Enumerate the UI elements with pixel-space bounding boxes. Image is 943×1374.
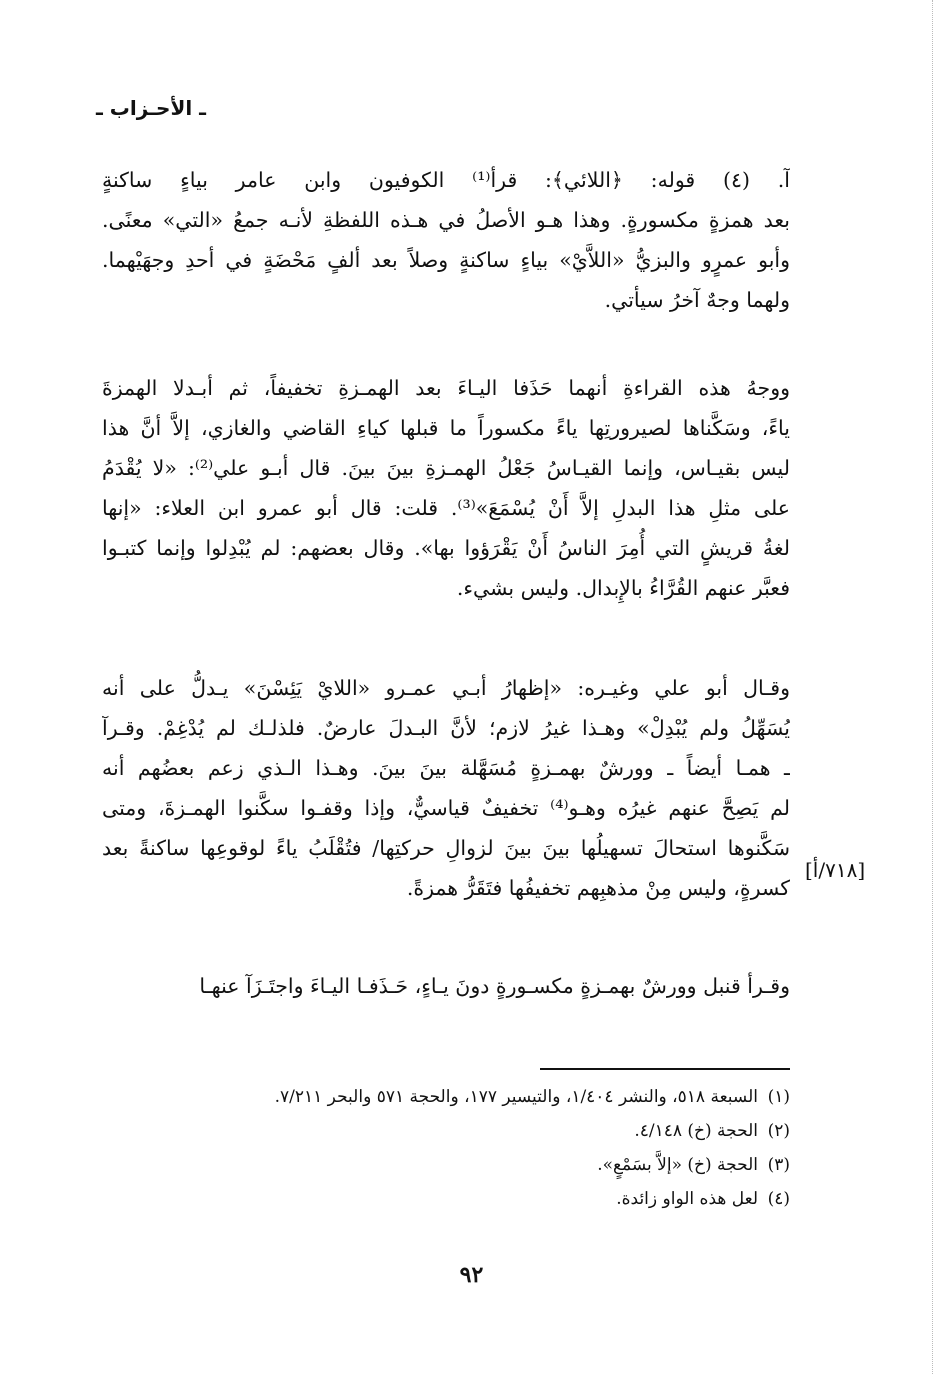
footnote-text: الحجة (خ) ٤/١٤٨.: [634, 1121, 758, 1141]
text-line: ووجهُ هذه القراءةِ أنهما حَذَفا اليـاءَ بعد الهمـزةِ تخفيفاً، ثم أبـدلا الهمزةَ: [102, 376, 790, 400]
footnote-item: [100, 1080, 790, 1114]
footnote-item: [100, 1148, 790, 1182]
text-line: لم يَصِحَّ عنهم غيرُه وهـو⁽⁴⁾ تخفيفٌ قياسيٌّ، وإذا وقفـوا سكَّنوا الهمـزةَ، ومتى: [102, 796, 790, 820]
text-line: ليس بقيـاس، وإنما القيـاسُ جَعْلُ الهمـزةِ بينَ بينَ. قال أبـو علي⁽²⁾: «لا يُقْدَمُ: [102, 456, 790, 480]
footnotes: [100, 1080, 790, 1216]
paragraph: [102, 368, 790, 608]
footnote-number: (٢): [767, 1121, 790, 1141]
footnote-number: (١): [767, 1087, 790, 1107]
text-line: يُسَهِّلُ ولم يُبْدِلْ» وهـذا غيرُ لازم؛ لأنَّ البـدلَ عارضٌ. فلذلـك لم يُدْغِمْ. وقـرآ: [102, 716, 790, 740]
text-line: ياءً، وسَكَّناها لصيرورتِها ياءً مكسوراً ما قبلها كياءِ القاضي والغازي، إلاَّ أنَّ هذا: [102, 416, 790, 440]
manuscript-folio-marker: [٧١٨/أ]: [805, 858, 866, 882]
text-line: لغةُ قريشٍ التي أُمِرَ الناسُ أَنْ يَقْرَؤوا بها». وقال بعضهم: لم يُبْدِلوا وإنما كتبـوا: [102, 536, 790, 560]
paragraph: [102, 668, 790, 908]
text-line: وأبو عمرٍو والبزيُّ «اللاَّيْ» بياءٍ ساكنةٍ وصلاً بعد ألفٍ مَحْضَةٍ في أحدِ وجهَيْهما.: [102, 248, 790, 272]
page-edge: [932, 0, 934, 1374]
text-line: فعبَّر عنهم القُرَّاءُ بالإِبدال. وليس بشيء.: [456, 576, 790, 600]
text-line: ولهما وجهٌ آخرُ سيأتي.: [604, 288, 790, 312]
text-line: ـ همـا أيضاً ـ وورشٌ بهمـزةٍ مُسَهَّلة بينَ بينَ. وهـذا الـذي زعم بعضُهم أنه: [102, 756, 790, 780]
text-line: وقـرأ قنبل وورشٌ بهمـزةٍ مكسـورةٍ دونَ يـاءٍ، حَـذَفـا اليـاءَ واجتَـزَآ عنهـا: [199, 974, 790, 998]
text-line: آ. (٤) قوله: ﴿اللائي﴾: قرأ⁽¹⁾ الكوفيون وابن عامر بياءٍ ساكنةٍ: [102, 168, 790, 192]
footnote-number: (٣): [767, 1155, 790, 1175]
footnote-item: [100, 1182, 790, 1216]
text-line: على مثلِ هذا البدلِ إلاَّ أَنْ يُسْمَعَ»⁽³⁾. قلت: قال أبو عمرو ابن العلاء: «إنها: [102, 496, 790, 520]
text-line: كسرةٍ، وليس مِنْ مذهبِهم تخفيفُها فتَقَرُّ همزةً.: [406, 876, 790, 900]
footnote-text: لعل هذه الواو زائدة.: [616, 1189, 758, 1209]
footnote-text: الحجة (خ) «إلاَّ بسَمْعٍ».: [597, 1155, 758, 1175]
running-header: ـ الأحـزاب ـ: [96, 96, 206, 120]
text-line: وقـال أبو علي وغيـره: «إظهارُ أبـي عمـرو «اللايْ يَئِسْنَ» يـدلُّ على أنه: [102, 676, 790, 700]
footnote-item: [100, 1114, 790, 1148]
paragraph: [102, 966, 790, 1006]
footnote-number: (٤): [767, 1189, 790, 1209]
footnote-divider: [540, 1068, 790, 1070]
text-line: سَكَّنوها استحالَ تسهيلُها بينَ بينَ لزوالِ حركتِها/ فتُقْلَبُ ياءً لوقوعِها ساكنةً بعد: [102, 836, 790, 860]
paragraph: [102, 160, 790, 320]
page-number: ٩٢: [459, 1262, 484, 1288]
footnote-text: السبعة ٥١٨، والنشر ١/٤٠٤، والتيسير ١٧٧، والحجة ٥٧١ والبحر ٧/٢١١.: [274, 1087, 758, 1107]
text-line: بعد همزةٍ مكسورةٍ. وهذا هـو الأصلُ في هـذه اللفظةِ لأنـه جمعُ «التي» معنًى.: [102, 208, 790, 232]
